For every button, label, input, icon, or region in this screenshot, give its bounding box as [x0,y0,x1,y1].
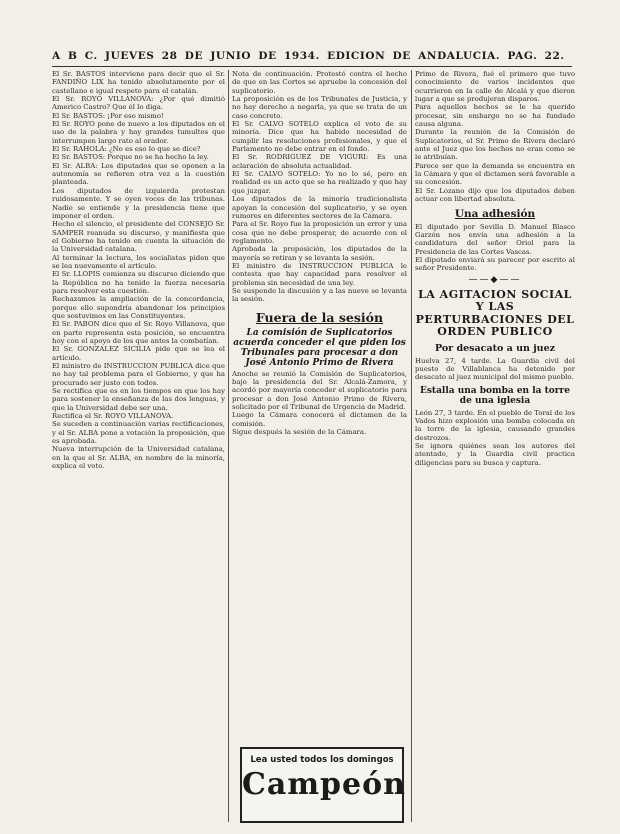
header-rule [52,66,572,67]
paragraph: Anoche se reunió la Comisión de Suplicatorios, bajo la presidencia del Sr. Alcalá-Zamora, y acordó por mayoría conceder el suplicatorio para procesar a don José Antonio Primo de Rivera, solicitado por el Tribunal de Urgencia de Madrid. [232,369,407,411]
ornament-divider: ——◆—— [468,274,522,285]
paragraph: El Sr. LLOPIS comienza su discurso diciendo que la República no ha tenido la fuerza necesaria para resolver esta cuestión. [52,270,225,295]
ad-brand: Campeón [242,767,406,802]
paragraph: Parece ser que la demanda se encuentra en la Cámara y que el dictamen será favorable a su concesión. [415,161,575,187]
paragraph: Los diputados de la minoría tradicionalista apoyan la concesión del suplicatorio, y se oyen rumores en diferentes sectores de la Cámara. [232,195,407,220]
paragraph: Nota de continuación. Protestó contra el hecho de que en las Cortes se apruebe la concesión del suplicatorio. [232,70,407,95]
paragraph: Luego la Cámara conocerá el dictamen de la comisión. [232,411,407,428]
paragraph: El Sr. RAHOLA: ¿No es eso lo que se dice? [52,145,201,154]
paragraph: El Sr. RODRIGUEZ DE VIGURI: Es una aclaración de absoluta actualidad. [232,153,407,170]
paragraph: El Sr. ROYO pone de nuevo a los diputados en el uso de la palabra y hay grandes tumultos que interrumpen largo rato al orador. [52,120,225,145]
paragraph: La proposición es de los Tribunales de Justicia, y no hay derecho a negarla, ya que se trata de un caso concreto. [232,95,407,120]
advertisement-campeon [240,747,404,823]
paragraph: Rechazamos la ampliación de la concordancia, porque ello supondría abandonar los principios que sostuvimos en las Constituyentes. [52,295,225,320]
paragraph: El Sr. BASTOS: ¡Por eso mismo! [52,111,164,120]
column-divider [411,70,412,822]
paragraph: El Sr. PABON dice que el Sr. Royo Villanova, que en parte representa esta posición, se encuentra hoy con el apoyo de los que antes la combatían. [52,320,225,345]
section-heading-fuera: Fuera de la sesión [255,309,384,325]
paragraph: El Sr. Lozano dijo que los diputados deben actuar con libertad absoluta. [415,186,575,204]
paragraph: Huelva 27, 4 tarde. La Guardia civil del puesto de Villablanca ha detenido por desacato al juez municipal del mismo pueblo. [415,356,575,382]
paragraph: Se rectifica que es en los tiempos en que los hay para sostener la enseñanza de las dos lenguas, y que la Universidad debe ser una. [52,387,225,412]
paragraph: Para aquellos hechos se le ha querido procesar, sin embargo no se ha fundado causa alguna. [415,103,575,129]
ad-tagline: Lea usted todos los domingos [250,755,394,765]
paragraph: Rectifica el Sr. ROYO VILLANOVA. [52,412,174,421]
paragraph: Se suceden a continuación varias rectificaciones, y el Sr. ALBA pone a votación la proposición, que es aprobada. [52,420,225,446]
paragraph: El Sr. CALVO SOTELO: Yo no lo sé, pero en realidad es un acto que se ha realizado y que hay que juzgar. [232,170,407,195]
article-heading-bomba: Estalla una bomba en la torre de una iglesia [419,385,570,406]
paragraph: El Sr. BASTOS: Porque no se ha hecho la ley. [52,153,209,162]
paragraph: El Sr. ROYO VILLANOVA: ¿Por qué dimitió Americo Castro? Que él lo diga. [52,95,225,112]
paragraph: El diputado enviará su parecer por escrito al señor Presidente. [415,255,575,273]
paragraph: Primo de Rivera, fué el primero que tuvo conocimiento de varios incidentes que ocurrieron en la calle de Alcalá y que dieron lugar a que se produjeran disparos. [415,70,575,104]
paragraph: Se ignora quiénes sean los autores del atentado, y la Guardia civil practica diligencias para su busca y captura. [415,441,575,467]
paragraph: Nueva interrupción de la Universidad catalana, en la que el Sr. ALBA, en nombre de la minoría, explica el voto. [52,445,225,471]
column-1 [52,70,225,825]
paragraph: El Sr. ALBA: Los diputados que se oponen a la autonomía se refieren otra vez a la cuestión planteada. [52,161,225,187]
paragraph: El diputado por Sevilla D. Manuel Blasco Garzón nos envía una adhesión a la candidatura del señor Oriol para la Presidencia de las Cortes Vascas. [415,222,575,256]
paragraph: Durante la reunión de la Comisión de Suplicatorios, el Sr. Primo de Rivera declaró ante el Juez que los hechos no eran como se le atribuían. [415,128,575,162]
article-heading-comision: La comisión de Suplicatorios acuerda conceder el que piden los Tribunales para procesar a don José Antonio Primo de Rivera [233,327,406,368]
paragraph: El Sr. GONZALEZ SICILIA pide que se lea el artículo. [52,345,225,362]
section-heading-agitacion: LA AGITACION SOCIAL Y LAS PERTURBACIONES DEL ORDEN PUBLICO [415,287,575,339]
paragraph: Sigue después la sesión de la Cámara. [232,428,367,437]
page-header: A B C. JUEVES 28 DE JUNIO DE 1934. EDICION DE ANDALUCIA. PAG. 22. [52,50,565,62]
column-2 [232,70,407,742]
paragraph: Se suspende la discusión y a las nueve se levanta la sesión. [232,286,407,304]
paragraph: Al terminar la lectura, los socialistas piden que se lea nuevamente el artículo. [52,253,225,270]
column-divider [228,70,229,822]
paragraph: Hecho el silencio, el presidente del CONSEJO Sr. SAMPER reanuda su discurso, y manifiesta que el Gobierno ha tenido en cuenta la situación de la Universidad catalana. [52,220,225,254]
paragraph: Para el Sr. Royo fue la proposición un error y una cosa que no debe prosperar, de acuerdo con el reglamento. [232,220,407,245]
article-heading-adhesion: Una adhesión [454,207,536,220]
paragraph: León 27, 3 tarde. En el pueblo de Toral de los Vados hizo explosión una bomba colocada en la torre de la iglesia, causando grandes destrozos. [415,408,575,442]
paragraph: El ministro de INSTRUCCION PUBLICA le contesta que hay capacidad para resolver el problema sin necesidad de una ley. [232,261,407,287]
column-3 [415,70,575,825]
paragraph: Aprobada la proposición, los diputados de la mayoría se retiran y se levanta la sesión. [232,245,407,262]
paragraph: El ministro de INSTRUCCION PUBLICA dice que no hay tal problema para el Gobierno, y que ha procurado ser justo con todos. [52,362,225,387]
paragraph: El Sr. CALVO SOTELO explica el voto de su minoría. Dice que ha habido necesidad de cumplir las resoluciones profesionales, y que el Parlamento no debe entrar en el fondo. [232,120,407,154]
article-heading-juez: Por desacato a un juez [434,342,556,354]
paragraph: Los diputados de izquierda protestan ruidosamente. Y se oyen voces de las tribunas. Nadie se entiende y la presidencia tiene que imponer el orden. [52,186,225,220]
paragraph: El Sr. BASTOS interviene para decir que el Sr. FANDIÑO LIX ha tenido absolutamente por el castellano e igual respeto para el catalán. [52,70,225,95]
